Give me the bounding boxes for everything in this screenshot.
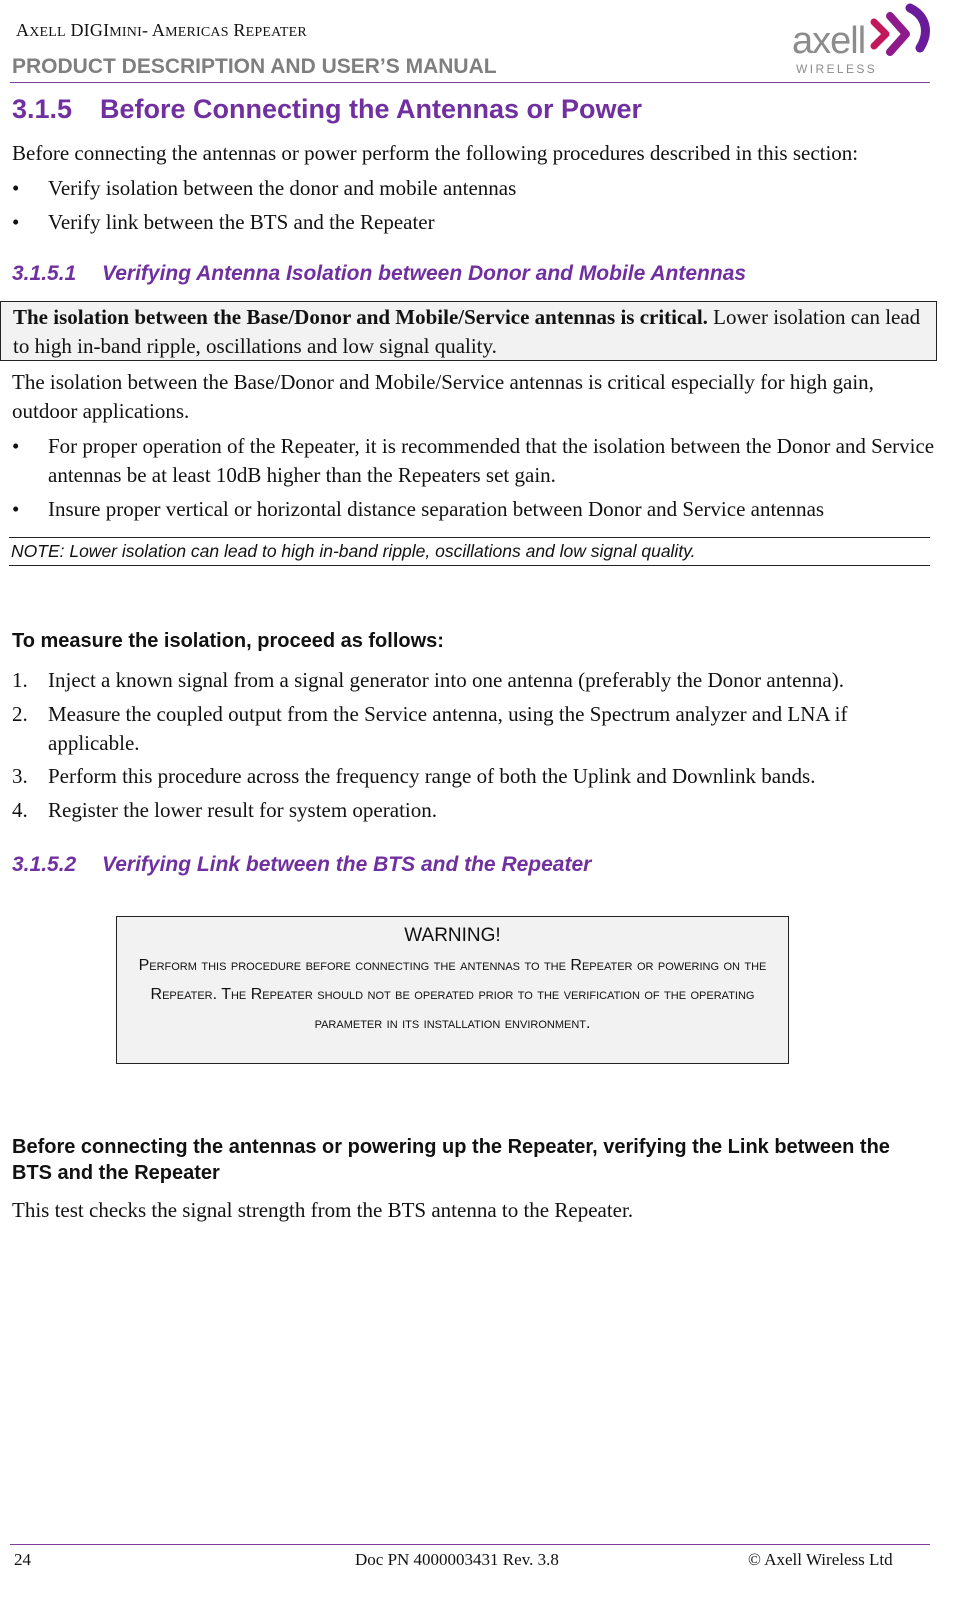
logo-subtitle: WIRELESS: [796, 62, 878, 76]
section-intro: Before connecting the antennas or power perform the following procedures described in this section:: [12, 141, 859, 165]
bullet-icon: •: [12, 210, 20, 234]
note-box: NOTE: Lower isolation can lead to high in-band ripple, oscillations and low signal quality.: [9, 537, 930, 566]
bullet-icon: •: [12, 497, 20, 521]
page-number: 24: [14, 1550, 31, 1569]
axell-wireless-logo: [790, 2, 940, 80]
critical-callout-box: The isolation between the Base/Donor and Mobile/Service antennas is critical. Lower isolation can lead to high in-band ripple, oscillations and low signal quality.: [0, 301, 937, 361]
running-header-product: AXELL DIGIMINI- AMERICAS REPEATER: [16, 20, 307, 40]
document-number: Doc PN 4000003431 Rev. 3.8: [355, 1550, 559, 1569]
warning-body: Perform this procedure before connecting the antennas to the Repeater or powering on the Repeater. The Repeater should not be operated prior to the verification of the operating parameter in its installation environment.: [138, 957, 767, 1032]
logo-chevron-icon: [870, 2, 938, 62]
link-test-heading: Before connecting the antennas or powering up the Repeater, verifying the Link between the BTS and the Repeater: [12, 1136, 890, 1184]
warning-title: WARNING!: [404, 925, 501, 946]
running-header-manual: PRODUCT DESCRIPTION AND USER’S MANUAL: [12, 55, 497, 78]
warning-box: [116, 916, 789, 1064]
section-heading: 3.1.5 Before Connecting the Antennas or Power: [12, 94, 643, 124]
subsection-heading-isolation: 3.1.5.1 Verifying Antenna Isolation between Donor and Mobile Antennas: [12, 262, 747, 285]
logo-wordmark: axell: [792, 20, 866, 62]
link-test-paragraph: This test checks the signal strength from the BTS antenna to the Repeater.: [12, 1198, 634, 1222]
bullet-icon: •: [12, 176, 20, 200]
header-rule: [10, 82, 930, 83]
measure-heading: To measure the isolation, proceed as follows:: [12, 630, 444, 652]
isolation-paragraph: The isolation between the Base/Donor and Mobile/Service antennas is critical especially for high gain, outdoor applications.: [12, 370, 874, 423]
copyright: © Axell Wireless Ltd: [748, 1550, 893, 1569]
footer-rule: [10, 1544, 930, 1545]
bullet-icon: •: [12, 434, 20, 458]
subsection-heading-link: 3.1.5.2 Verifying Link between the BTS and the Repeater: [12, 853, 592, 876]
